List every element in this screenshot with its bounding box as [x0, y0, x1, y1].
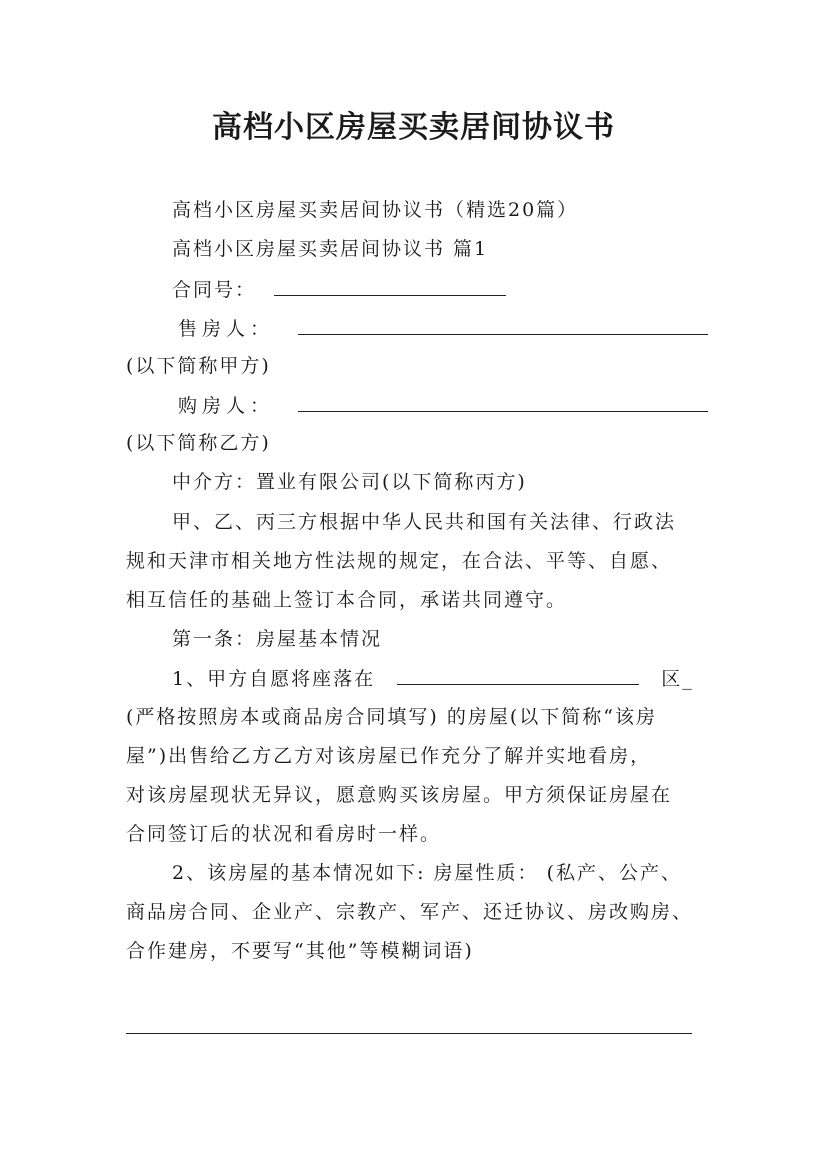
buyer-label: 购房人： — [178, 395, 275, 417]
buyer-row — [178, 393, 708, 418]
seller-blank — [298, 316, 708, 335]
seller-note: (以下简称甲方) — [126, 355, 271, 377]
bottom-blank-line — [126, 1033, 692, 1034]
item1-line5: 合同签订后的状况和看房时一样。 — [126, 823, 442, 845]
item1-row — [172, 666, 694, 691]
para1-line1: 甲、乙、丙三方根据中华人民共和国有关法律、行政法 — [172, 511, 677, 533]
document-title: 高档小区房屋买卖居间协议书 — [212, 110, 615, 145]
contract-number-label: 合同号： — [172, 279, 257, 301]
chapter-heading: 高档小区房屋买卖居间协议书 篇1 — [172, 238, 489, 260]
article-1-heading: 第一条：房屋基本情况 — [172, 628, 383, 650]
item2-line1: 2、该房屋的基本情况如下: 房屋性质： (私产、公产、 — [172, 862, 682, 884]
location-blank — [397, 666, 639, 685]
buyer-blank — [298, 393, 708, 412]
buyer-note: (以下简称乙方) — [126, 432, 271, 454]
agent-line: 中介方：置业有限公司(以下简称丙方) — [172, 471, 527, 493]
item1-line3: 屋”)出售给乙方乙方对该房屋已作充分了解并实地看房， — [126, 745, 652, 767]
item2-line3: 合作建房，不要写“其他”等模糊词语) — [126, 940, 474, 962]
item1-line2: (严格按照房本或商品房合同填写) 的房屋(以下简称“该房 — [126, 706, 657, 728]
subtitle: 高档小区房屋买卖居间协议书（精选20篇） — [172, 199, 579, 221]
item1-line4: 对该房屋现状无异议，愿意购买该房屋。甲方须保证房屋在 — [126, 784, 673, 806]
contract-number-row — [172, 277, 506, 302]
seller-label: 售房人： — [178, 318, 275, 340]
para1-line3: 相互信任的基础上签订本合同，承诺共同遵守。 — [126, 589, 568, 611]
para1-line2: 规和天津市相关地方性法规的规定，在合法、平等、自愿、 — [126, 550, 673, 572]
district-label: 区_ — [661, 668, 694, 690]
item2-line2: 商品房合同、企业产、宗教产、军产、还迁协议、房改购房、 — [126, 901, 694, 923]
seller-row — [178, 316, 708, 341]
contract-number-blank — [274, 277, 506, 296]
item1-start: 1、甲方自愿将座落在 — [172, 668, 376, 690]
